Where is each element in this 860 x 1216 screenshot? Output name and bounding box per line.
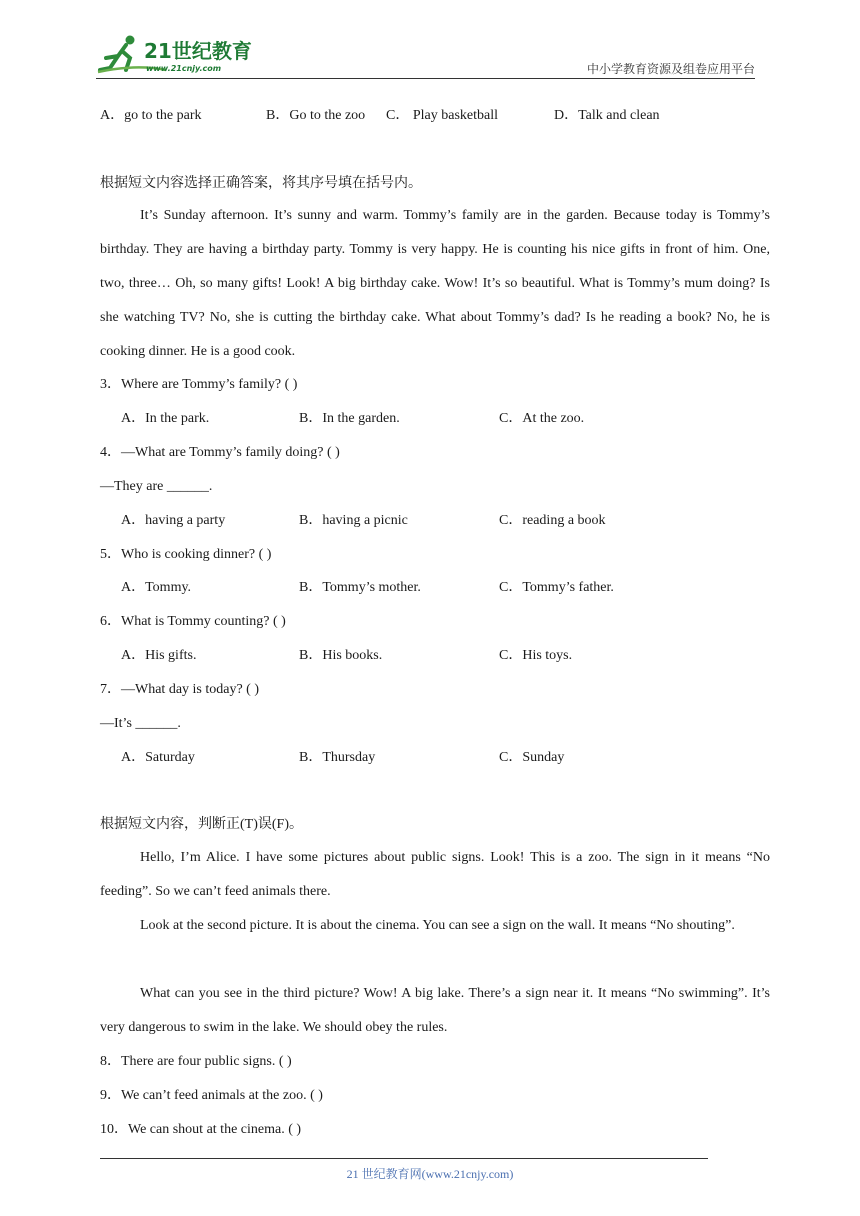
q5-option-a: A．Tommy. — [121, 580, 192, 595]
q4-option-c: C．reading a book — [499, 513, 606, 528]
site-logo — [96, 34, 261, 78]
question-7-sub: —It’s ______. — [100, 716, 181, 731]
q6-option-a: A．His gifts. — [121, 648, 197, 663]
q7-option-a: A．Saturday — [121, 750, 195, 765]
q5-option-c: C．Tommy’s father. — [499, 580, 614, 595]
section2-paragraph-1: Hello, I’m Alice. I have some pictures about public signs. Look! This is a zoo. The sign in it means “No feeding”. So we can’t feed animals there. — [100, 850, 770, 899]
q3-option-b: B．In the garden. — [299, 411, 400, 426]
top-option-c: C． Play basketball — [386, 108, 498, 123]
logo-url: www.21cnjy.com — [146, 64, 222, 73]
question-4-sub: —They are ______. — [100, 479, 213, 494]
top-option-b: B．Go to the zoo — [266, 108, 366, 123]
top-option-a: A．go to the park — [100, 108, 202, 123]
q3-option-a: A．In the park. — [121, 411, 210, 426]
q4-option-a: A．having a party — [121, 513, 226, 528]
section1-passage: It’s Sunday afternoon. It’s sunny and warm. Tommy’s family are in the garden. Because today is Tommy’s birthday. They are having a birthday party. Tommy is very happy. He is counting his nice gifts in front of him. One, two, three… Oh, so many gifts! Look! A big birthday cake. Wow! It’s so beautiful. What is Tommy’s mum doing? Is she watching TV? No, she is cutting the birthday cake. What about Tommy’s dad? Is he reading a book? No, he is cooking dinner. He is a good cook. — [100, 208, 770, 359]
header-divider — [96, 78, 755, 79]
footer-text: 21 世纪教育网(www.21cnjy.com) — [346, 1167, 514, 1181]
header-right-text: 中小学教育资源及组卷应用平台 — [586, 62, 755, 76]
footer-divider — [100, 1158, 708, 1159]
section2-paragraph-2: Look at the second picture. It is about the cinema. You can see a sign on the wall. It means “No shouting”. — [140, 918, 735, 933]
question-7: 7．—What day is today? ( ) — [100, 682, 260, 697]
q6-option-c: C．His toys. — [499, 648, 573, 663]
q7-option-c: C．Sunday — [499, 750, 565, 765]
question-4: 4．—What are Tommy’s family doing? ( ) — [100, 445, 340, 460]
question-5: 5．Who is cooking dinner? ( ) — [100, 547, 272, 562]
question-10: 10．We can shout at the cinema. ( ) — [100, 1122, 302, 1137]
section1-instruction: 根据短文内容选择正确答案，将其序号填在括号内。 — [100, 176, 422, 191]
section2-instruction: 根据短文内容，判断正(T)误(F)。 — [100, 817, 303, 832]
question-6: 6．What is Tommy counting? ( ) — [100, 614, 286, 629]
logo-text: 21世纪教育 — [144, 39, 252, 63]
q6-option-b: B．His books. — [299, 648, 383, 663]
top-option-d: D．Talk and clean — [554, 108, 660, 123]
q4-option-b: B．having a picnic — [299, 513, 408, 528]
question-3: 3．Where are Tommy’s family? ( ) — [100, 377, 298, 392]
section2-paragraph-3: What can you see in the third picture? Wow! A big lake. There’s a sign near it. It means “No swimming”. It’s very dangerous to swim in the lake. We should obey the rules. — [100, 986, 770, 1035]
q7-option-b: B．Thursday — [299, 750, 376, 765]
question-9: 9．We can’t feed animals at the zoo. ( ) — [100, 1088, 323, 1103]
question-8: 8．There are four public signs. ( ) — [100, 1054, 292, 1069]
q3-option-c: C．At the zoo. — [499, 411, 585, 426]
q5-option-b: B．Tommy’s mother. — [299, 580, 421, 595]
